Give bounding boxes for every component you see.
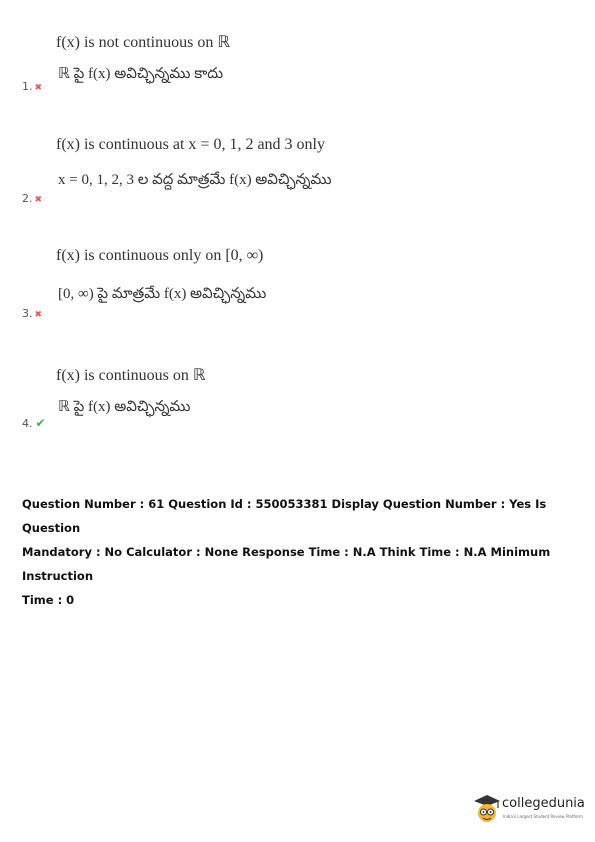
wrong-mark-icon: ✖: [34, 310, 43, 320]
logo-tagline: India's Largest Student Review Platform: [503, 814, 583, 819]
option-3-number: 3.: [22, 307, 33, 320]
option-2-english: f(x) is continuous at x = 0, 1, 2 and 3 only: [56, 136, 325, 153]
option-2-telugu: x = 0, 1, 2, 3 ల వద్ద మాత్రమే f(x) అవిచ్ఛిన్నము: [58, 172, 332, 188]
metadata-line-1: Question Number : 61 Question Id : 550053381 Display Question Number : Yes Is Question: [22, 497, 547, 535]
option-3-telugu: [0, ∞) పై మాత్రమే f(x) అవిచ్ఛిన్నము: [58, 286, 267, 302]
option-4-telugu: ℝ పై f(x) అవిచ్ఛిన్నము: [58, 399, 191, 415]
option-2-number: 2.: [22, 192, 33, 205]
correct-check-icon: ✔: [35, 416, 46, 430]
option-2-label: [22, 192, 42, 205]
collegedunia-logo: [472, 792, 590, 832]
option-4-number: 4.: [22, 417, 33, 430]
option-1-label: [22, 80, 42, 93]
option-1-english: f(x) is not continuous on ℝ: [56, 34, 230, 51]
option-3-label: [22, 307, 42, 320]
option-1-telugu: ℝ పై f(x) అవిచ్ఛిన్నము కాదు: [58, 66, 224, 82]
question-metadata: [22, 492, 587, 612]
option-4-english: f(x) is continuous on ℝ: [56, 367, 206, 384]
wrong-mark-icon: ✖: [34, 195, 43, 205]
metadata-line-3: Time : 0: [22, 593, 75, 607]
wrong-mark-icon: ✖: [34, 83, 43, 93]
option-3-english: f(x) is continuous only on [0, ∞): [56, 247, 264, 264]
option-1-number: 1.: [22, 80, 33, 93]
option-4-label: [22, 416, 46, 430]
logo-wordmark: collegedunia: [502, 796, 585, 811]
metadata-line-2: Mandatory : No Calculator : None Response Time : N.A Think Time : N.A Minimum Instruction: [22, 545, 551, 583]
mascot-icon: [472, 792, 502, 826]
